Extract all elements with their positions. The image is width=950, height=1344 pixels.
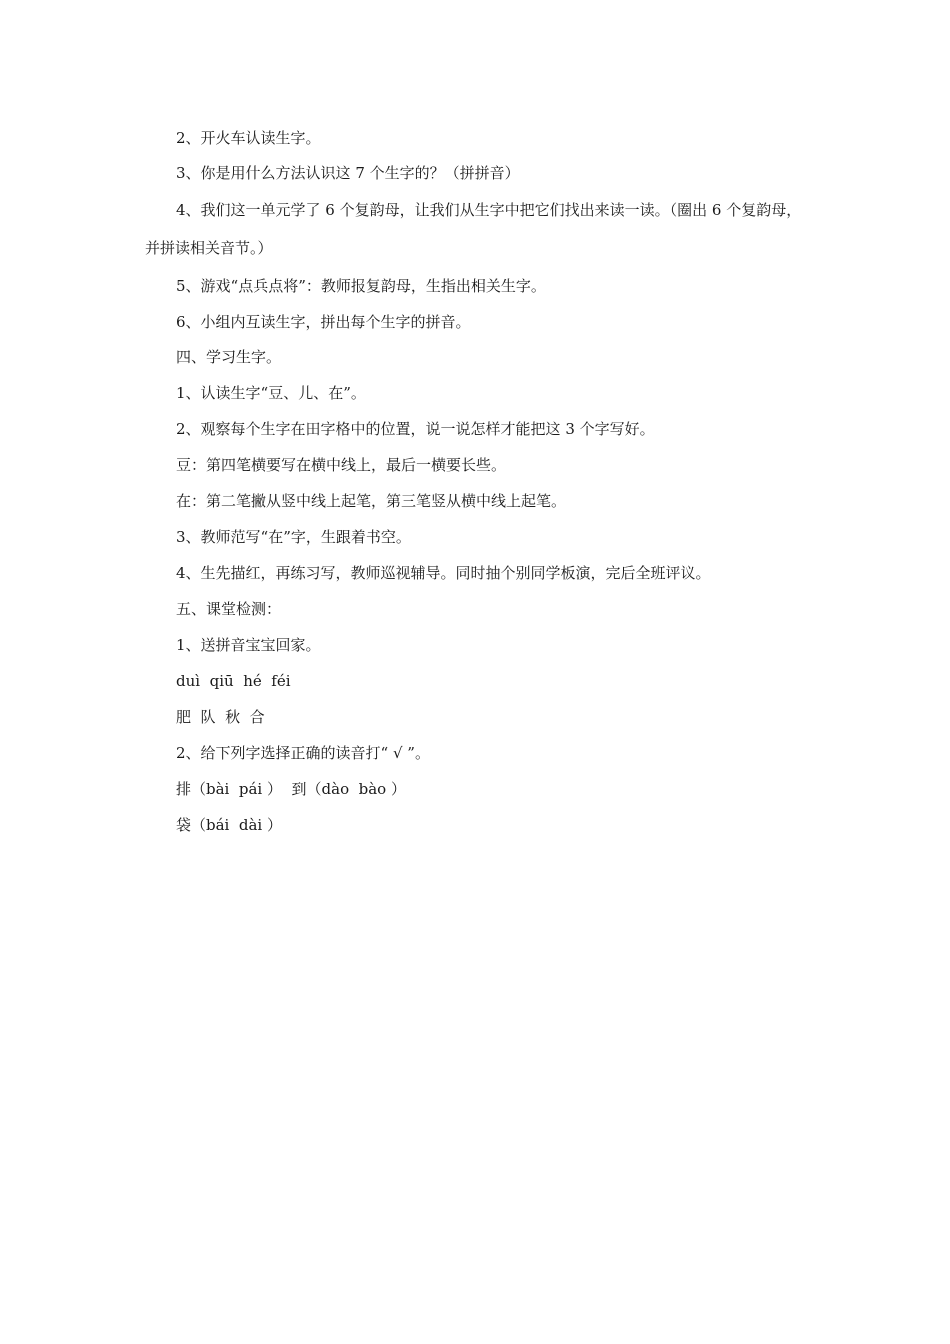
section-heading-5: 五、课堂检测： [176,600,282,618]
text-line-2: 3、你是用什么方法认识这 7 个生字的？（拼拼音） [176,164,520,182]
pinyin-line: duì qiū hé féi [176,672,291,690]
text-line-9: 豆：第四笔横要写在横中线上，最后一横要长些。 [176,456,507,474]
characters-line: 肥 队 秋 合 [176,708,265,726]
text-line-5: 6、小组内互读生字，拼出每个生字的拼音。 [176,313,471,331]
text-line-4: 5、游戏“点兵点将”：教师报复韵母，生指出相关生字。 [176,277,546,295]
section-heading-4: 四、学习生字。 [176,348,282,366]
text-line-10: 在：第二笔撇从竖中线上起笔，第三笔竖从横中线上起笔。 [176,492,567,510]
reading-choice-line-2: 袋（bái dài ） [176,816,282,834]
text-line-1: 2、开火车认读生字。 [176,129,321,147]
text-line-12: 4、生先描红，再练习写，教师巡视辅导。同时抽个别同学板演，完后全班评议。 [176,564,711,582]
text-line-7: 1、认读生字“豆、儿、在”。 [176,384,366,402]
reading-choice-line-1: 排（bài pái ） 到（dào bào ） [176,780,406,798]
text-line-14: 1、送拼音宝宝回家。 [176,636,321,654]
text-line-11: 3、教师范写“在”字，生跟着书空。 [176,528,411,546]
text-line-8: 2、观察每个生字在田字格中的位置，说一说怎样才能把这 3 个字写好。 [176,420,655,438]
text-line-17: 2、给下列字选择正确的读音打“ √ ”。 [176,744,430,762]
text-paragraph-3: 4、我们这一单元学了 6 个复韵母，让我们从生字中把它们找出来读一读。（圈出 6 个复韵母，并拼读相关音节。） [145,201,802,257]
